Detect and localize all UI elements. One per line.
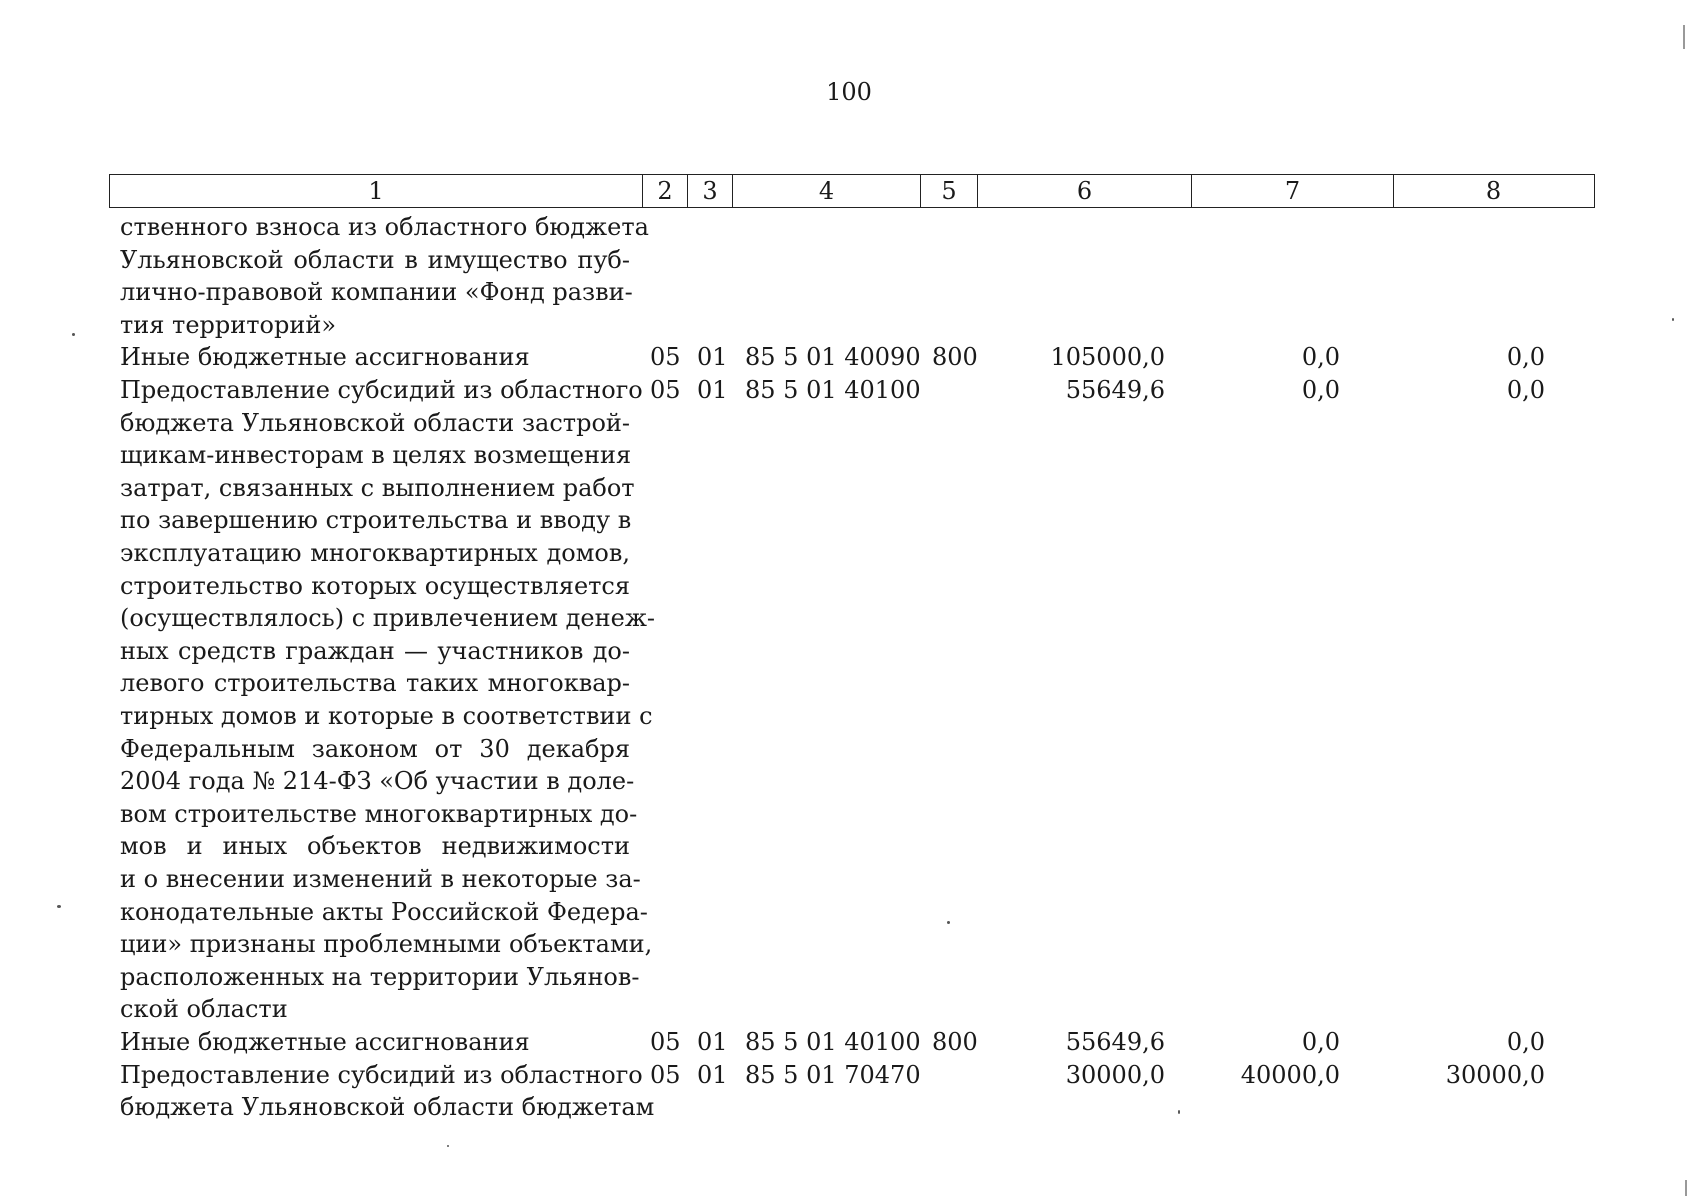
row-description-line: Предоставление субсидий из областного — [120, 376, 643, 404]
cell-col-5: 800 — [932, 343, 978, 372]
row-description-line: по завершению строительства и вводу в — [120, 506, 632, 535]
header-col-8: 8 — [1485, 177, 1502, 205]
cell-col-3: 01 — [697, 1060, 728, 1089]
row-description-line: эксплуатацию многоквартирных домов, — [120, 539, 630, 567]
cell-col-6: 30000,0 — [1065, 1060, 1165, 1089]
cell-col-6: 55649,6 — [1065, 376, 1165, 404]
row-description-line: левого строительства таких многоквар- — [120, 669, 630, 698]
header-col-1: 1 — [110, 175, 643, 207]
row-description-line: вом строительстве многоквартирных до- — [120, 799, 638, 828]
row-description-line: Ульяновской области в имущество пуб- — [120, 245, 630, 274]
row-description-line: затрат, связанных с выполнением работ — [120, 473, 635, 502]
cell-col-8: 0,0 — [1506, 343, 1545, 372]
row-description-line: лично-правовой компании «Фонд разви- — [120, 278, 633, 307]
scan-speck — [72, 333, 75, 336]
header-col-2: 2 — [643, 175, 688, 207]
row-description-line: Иные бюджетные ассигнования — [120, 1028, 530, 1056]
cell-col-2: 05 — [650, 1028, 681, 1056]
cell-col-4: 85 5 01 40100 — [745, 376, 921, 404]
row-description-line: бюджета Ульяновской области бюджетам — [120, 1093, 655, 1122]
cell-col-3: 01 — [697, 1028, 728, 1056]
scan-edge-mark — [1685, 1180, 1687, 1196]
cell-col-8: 0,0 — [1506, 1028, 1545, 1056]
cell-col-7: 0,0 — [1301, 1028, 1340, 1056]
scan-speck — [1178, 1110, 1180, 1114]
scan-speck — [57, 905, 61, 908]
row-description-line: расположенных на территории Ульянов- — [120, 962, 640, 991]
row-description-line: (осуществлялось) с привлечением денеж- — [120, 604, 656, 633]
header-col-6: 6 — [978, 175, 1192, 207]
row-description-line: щикам-инвесторам в целях возмещения — [120, 441, 632, 470]
page-number: 100 — [826, 78, 872, 106]
row-description-line: ственного взноса из областного бюджета — [120, 213, 649, 241]
row-description-line: тирных домов и которые в соответствии с — [120, 702, 653, 730]
scan-speck — [1672, 318, 1674, 321]
header-col-5: 5 — [921, 175, 978, 207]
header-col-4: 4 — [733, 175, 921, 207]
cell-col-2: 05 — [650, 1060, 681, 1089]
row-description-line: ции» признаны проблемными объектами, — [120, 930, 653, 959]
header-col-3: 3 — [688, 175, 733, 207]
header-col-7: 7 — [1192, 175, 1394, 207]
cell-col-4: 85 5 01 40090 — [745, 343, 921, 372]
cell-col-6: 105000,0 — [1050, 343, 1165, 372]
row-description-line: и о внесении изменений в некоторые за- — [120, 865, 641, 893]
cell-col-7: 0,0 — [1301, 343, 1340, 372]
scan-speck — [947, 921, 950, 924]
row-description-line: бюджета Ульяновской области застрой- — [120, 408, 630, 437]
row-description-line: Федеральным законом от 30 декабря — [120, 734, 630, 763]
cell-col-7: 40000,0 — [1240, 1060, 1340, 1089]
cell-col-3: 01 — [697, 376, 728, 404]
row-description-line: Иные бюджетные ассигнования — [120, 343, 530, 372]
cell-col-8: 0,0 — [1506, 376, 1545, 404]
row-description-line: тия территорий» — [120, 310, 337, 339]
row-description-line: мов и иных объектов недвижимости — [120, 832, 630, 861]
row-description-line: 2004 года № 214-ФЗ «Об участии в доле- — [120, 767, 635, 796]
cell-col-7: 0,0 — [1301, 376, 1340, 404]
row-description-line: конодательные акты Российской Федера- — [120, 897, 648, 926]
cell-col-6: 55649,6 — [1065, 1028, 1165, 1056]
scan-speck — [447, 1145, 449, 1147]
row-description-line: ных средств граждан — участников до- — [120, 636, 630, 665]
cell-col-4: 85 5 01 40100 — [745, 1028, 921, 1056]
cell-col-8: 30000,0 — [1445, 1060, 1545, 1089]
row-description-line: Предоставление субсидий из областного — [120, 1060, 643, 1089]
cell-col-4: 85 5 01 70470 — [745, 1060, 921, 1089]
cell-col-5: 800 — [932, 1028, 978, 1056]
row-description-line: ской области — [120, 995, 288, 1024]
cell-col-2: 05 — [650, 376, 681, 404]
cell-col-3: 01 — [697, 343, 728, 372]
row-description-line: строительство которых осуществляется — [120, 571, 630, 600]
cell-col-2: 05 — [650, 343, 681, 372]
scan-edge-mark — [1683, 25, 1685, 49]
